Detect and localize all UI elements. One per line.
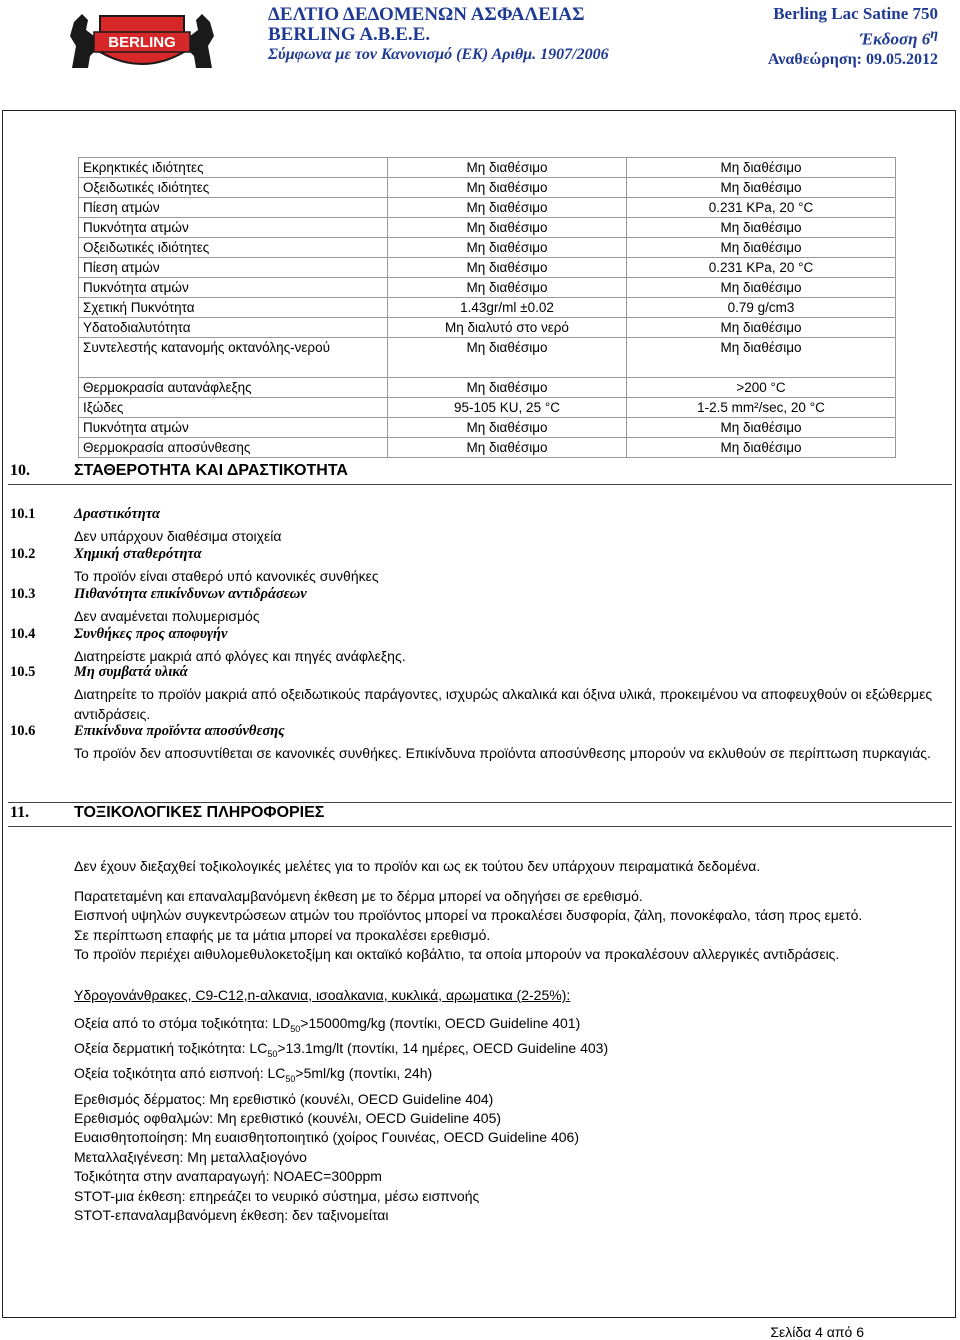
tox-subscript: 50 [290,1023,301,1034]
value-cell-1: Μη διαθέσιμο [388,198,627,218]
properties-table [78,157,896,458]
value-cell-2: Μη διαθέσιμο [627,158,896,178]
subsection-heading: Μη συμβατά υλικά [74,664,188,680]
property-name-cell: Οξειδωτικές ιδιότητες [79,178,388,198]
tox-paragraph: Το προϊόν περιέχει αιθυλομεθυλοκετοξίμη και οκταϊκό κοβάλτιο, τα οποία μπορούν να προκαλέσουν αλλεργικές αντιδράσεις. [74,946,840,963]
tox-data-text: Ευαισθητοποίηση: Μη ευαισθητοποιητικό (χοίρος Γουινέας, OECD Guideline 406) [74,1129,579,1146]
tox-data-text: >5ml/kg (ποντίκι, 24h) [295,1065,433,1082]
subsection-number: 10.6 [10,723,36,739]
value-cell-2: 0.231 KPa, 20 °C [627,198,896,218]
value-cell-2: 0.231 KPa, 20 °C [627,258,896,278]
subsection-heading: Χημική σταθερότητα [74,546,202,562]
edition-label [768,24,938,50]
value-cell-2: Μη διαθέσιμο [627,178,896,198]
section-divider [8,802,952,803]
property-name-cell: Πυκνότητα ατμών [79,278,388,298]
subsection-number: 10.3 [10,586,36,602]
subsection-heading: Επικίνδυνα προϊόντα αποσύνθεσης [74,723,285,739]
subsection [10,664,950,722]
tox-subscript: 50 [267,1049,278,1059]
table-row [79,178,896,198]
value-cell-2: 0.79 g/cm3 [627,298,896,318]
table-row [79,198,896,218]
property-name-cell: Οξειδωτικές ιδιότητες [79,238,388,258]
subsection-body: Διατηρείτε το προϊόν μακριά από οξειδωτικούς παράγοντες, ισχυρώς αλκαλικά και όξινα υλικά, προκειμένου να αποφευχθούν οι εξώθερμες αντιδράσεις. [74,686,933,722]
subsection-body: Διατηρείστε μακριά από φλόγες και πηγές ανάφλεξης. [74,648,406,664]
tox-subscript: 50 [285,1074,296,1085]
section-divider [8,484,952,485]
value-cell-1: Μη διαθέσιμο [388,378,627,398]
page-number: Σελίδα 4 από 6 [770,1324,864,1340]
tox-data-line [74,1109,944,1128]
subsection-number: 10.4 [10,626,36,642]
subsection [10,626,950,666]
tox-data-text: Ερεθισμός δέρματος: Μη ερεθιστικό (κουνέλι, OECD Guideline 404) [74,1090,494,1107]
table-row [79,238,896,258]
tox-data-text: Οξεία δερματική τοξικότητα: LC [74,1040,268,1057]
regulation-text: Σύμφωνα με τον Κανονισμό (ΕΚ) Αριθμ. 1907/2006 [268,46,609,63]
table-row [79,258,896,278]
tox-data-text: STOT-μια έκθεση: επηρεάζει το νευρικό σύστημα, μέσω εισπνοής [74,1187,480,1204]
tox-data-line [74,1014,944,1039]
tox-paragraph: Εισπνοή υψηλών συγκεντρώσεων ατμών του προϊόντος μπορεί να προκαλέσει δυσφορία, ζάλη, πονοκέφαλο, τάση προς εμετό. [74,907,863,924]
property-name-cell: Εκρηκτικές ιδιότητες [79,158,388,178]
value-cell-1: Μη διαθέσιμο [388,258,627,278]
value-cell-1: Μη διαθέσιμο [388,238,627,258]
section-heading: ΣΤΑΘΕΡΟΤΗΤΑ ΚΑΙ ΔΡΑΣΤΙΚΟΤΗΤΑ [74,462,348,479]
tox-data-text: >15000mg/kg (ποντίκι, OECD Guideline 401) [300,1015,581,1031]
tox-data-text: STOT-επαναλαμβανόμενη έκθεση: δεν ταξινομείται [74,1207,389,1224]
tox-data-text: Τοξικότητα στην αναπαραγωγή: NOAEC=300ppm [74,1168,382,1185]
edition-text: Έκδοση 6 [859,29,931,49]
subsection [10,506,950,546]
tox-data-text: Οξεία τοξικότητα από εισπνοή: LC [74,1065,286,1082]
property-name-cell: Πίεση ατμών [79,198,388,218]
tox-data-text: Μεταλλαξιγένεση: Μη μεταλλαξιογόνο [74,1148,307,1165]
value-cell-1: Μη διαθέσιμο [388,158,627,178]
product-name: Berling Lac Satine 750 [773,4,938,23]
edition-sup: η [930,26,938,42]
table-row [79,378,896,398]
tox-data-text: Ερεθισμός οφθαλμών: Μη ερεθιστικό (κουνέλι, OECD Guideline 405) [74,1110,502,1127]
property-name-cell: Πυκνότητα ατμών [79,418,388,438]
section-10-title [10,462,910,482]
subsection [10,546,950,586]
subsection [10,586,950,626]
property-name-cell: Πίεση ατμών [79,258,388,278]
section-number: 10. [10,462,30,479]
section-11-title [10,804,910,824]
property-name-cell: Υδατοδιαλυτότητα [79,318,388,338]
tox-data-line [74,1039,944,1064]
value-cell-2: >200 °C [627,378,896,398]
section-heading: ΤΟΞΙΚΟΛΟΓΙΚΕΣ ΠΛΗΡΟΦΟΡΙΕΣ [74,804,325,821]
tox-paragraph: Σε περίπτωση επαφής με τα μάτια μπορεί να προκαλέσει ερεθισμό. [74,926,491,943]
value-cell-1: Μη διαθέσιμο [388,438,627,458]
header-titles [268,4,609,65]
subsection-number: 10.2 [10,546,36,562]
subsection-body: Το προϊόν δεν αποσυντίθεται σε κανονικές συνθήκες. Επικίνδυνα προϊόντα αποσύνθεσης μπορούν να εκλυθούν σε περίπτωση πυρκαγιάς. [74,745,931,761]
subsection-heading: Συνθήκες προς αποφυγήν [74,626,228,642]
value-cell-1: Μη διαθέσιμο [388,278,627,298]
table-row [79,398,896,418]
section-number: 11. [10,804,30,821]
table-row [79,318,896,338]
value-cell-2: Μη διαθέσιμο [627,238,896,258]
tox-data-line [74,1128,944,1147]
subsection-number: 10.5 [10,664,36,680]
company-name: BERLING A.B.E.E. [268,24,431,45]
tox-data-line [74,1148,944,1167]
header-product-info [768,4,938,70]
document-title: ΔΕΛΤΙΟ ΔΕΔΟΜΕΝΩΝ ΑΣΦΑΛΕΙΑΣ [268,4,585,25]
property-name-cell: Ιξώδες [79,398,388,418]
value-cell-1: Μη διαθέσιμο [388,178,627,198]
subsection [10,723,950,763]
berling-logo [66,6,218,74]
property-name-cell: Πυκνότητα ατμών [79,218,388,238]
value-cell-1: Μη διαθέσιμο [388,338,627,378]
value-cell-1: 1.43gr/ml ±0.02 [388,298,627,318]
property-name-cell: Συντελεστής κατανομής οκτανόλης-νερού [79,338,388,378]
substance-heading: Υδρογονάνθρακες, C9-C12,n-αλκανια, ισοαλκανια, κυκλικά, αρωματικα (2-25%): [74,987,571,1003]
subsection-number: 10.1 [10,506,36,522]
tox-data-line [74,1206,944,1225]
table-row [79,158,896,178]
table-row [79,298,896,318]
table-row [79,278,896,298]
value-cell-2: Μη διαθέσιμο [627,338,896,378]
revision-date: Αναθεώρηση: 09.05.2012 [767,50,938,68]
property-name-cell: Σχετική Πυκνότητα [79,298,388,318]
tox-data-list [74,1014,944,1225]
value-cell-2: Μη διαθέσιμο [627,318,896,338]
subsection-body: Δεν υπάρχουν διαθέσιμα στοιχεία [74,528,282,544]
table-row [79,418,896,438]
section-divider [8,826,952,827]
document-header [0,0,960,80]
subsection-heading: Δραστικότητα [74,506,160,522]
value-cell-1: Μη διαλυτό στο νερό [388,318,627,338]
tox-data-line [74,1090,944,1109]
value-cell-2: Μη διαθέσιμο [627,418,896,438]
table-row [79,218,896,238]
tox-intro: Δεν έχουν διεξαχθεί τοξικολογικές μελέτες για το προϊόν και ως εκ τούτου δεν υπάρχουν πειραματικά δεδομένα. [74,858,761,874]
logo-text: BERLING [108,34,176,51]
table-row [79,338,896,378]
tox-data-line [74,1167,944,1186]
tox-data-line [74,1187,944,1206]
tox-paragraph: Παρατεταμένη και επαναλαμβανόμενη έκθεση με το δέρμα μπορεί να οδηγήσει σε ερεθισμό. [74,888,643,904]
value-cell-1: Μη διαθέσιμο [388,218,627,238]
value-cell-2: 1-2.5 mm²/sec, 20 °C [627,398,896,418]
value-cell-2: Μη διαθέσιμο [627,218,896,238]
value-cell-1: 95-105 KU, 25 °C [388,398,627,418]
value-cell-2: Μη διαθέσιμο [627,438,896,458]
property-name-cell: Θερμοκρασία αυτανάφλεξης [79,378,388,398]
subsection-heading: Πιθανότητα επικίνδυνων αντιδράσεων [74,586,307,602]
subsection-body: Δεν αναμένεται πολυμερισμός [74,608,260,624]
property-name-cell: Θερμοκρασία αποσύνθεσης [79,438,388,458]
table-row [79,438,896,458]
tox-data-text: >13.1mg/lt (ποντίκι, 14 ημέρες, OECD Guideline 403) [277,1040,609,1057]
tox-paragraphs [74,887,944,965]
tox-data-text: Οξεία από το στόμα τοξικότητα: LD [74,1015,291,1031]
tox-data-line [74,1064,944,1089]
value-cell-2: Μη διαθέσιμο [627,278,896,298]
value-cell-1: Μη διαθέσιμο [388,418,627,438]
subsection-body: Το προϊόν είναι σταθερό υπό κανονικές συνθήκες [74,568,379,584]
